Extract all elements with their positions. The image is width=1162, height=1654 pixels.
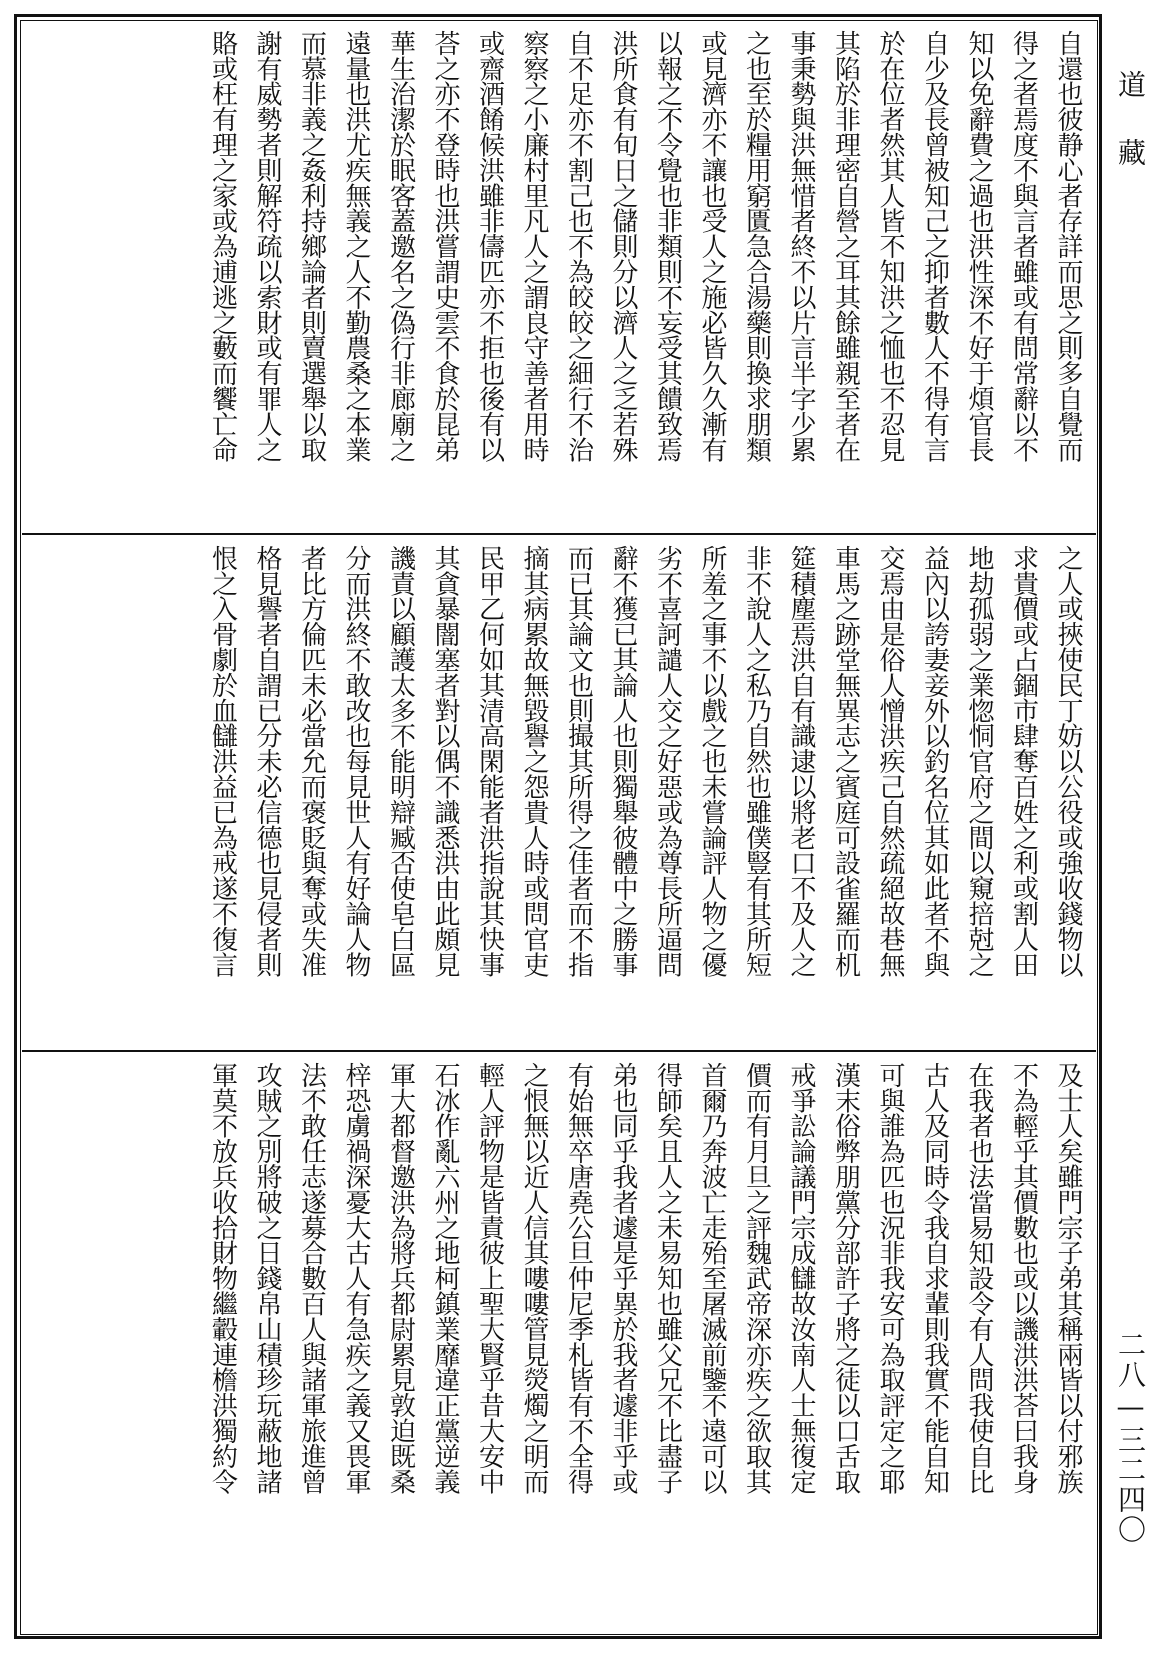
text-column: 民甲乙何如其清高閑能者洪指說其快事 (474, 545, 505, 977)
text-column: 者比方倫匹未必當允而褒貶與奪或失准 (296, 545, 327, 977)
text-column: 其貪暴闇塞者對以偶不識悉洪由此頗見 (430, 545, 460, 977)
text-column: 以報之不令覺也非類則不妄受其饋致焉 (652, 30, 683, 462)
text-column: 價而有月旦之評魏武帝深亦疾之欲取其 (741, 1062, 772, 1494)
text-column: 摘其病累故無毀譽之怨貴人時或問官吏 (519, 545, 549, 977)
text-column: 有始無卒唐堯公旦仲尼季札皆有不全得 (563, 1062, 594, 1494)
text-column: 軍莫不放兵收拾財物繼轂連檐洪獨約令 (207, 1062, 238, 1494)
text-column: 或齋酒餚候洪雖非儔匹亦不拒也後有以 (474, 30, 505, 462)
text-column: 賂或枉有理之家或為逋逃之藪而饗亡命 (207, 30, 238, 462)
text-column: 得之者焉度不與言者雖或有問常辭以不 (1008, 30, 1039, 462)
text-column: 分而洪終不敢改也每見世人有好論人物 (341, 545, 371, 977)
text-column: 恨之入骨劇於血讎洪益已為戒遂不復言 (207, 545, 238, 977)
text-column: 法不敢任志遂募合數百人與諸軍旅進曾 (296, 1062, 327, 1494)
text-column: 攻賊之別將破之日錢帛山積珍玩蔽地諸 (252, 1062, 282, 1494)
text-column: 軍大都督邀洪為將兵都尉累見敦迫既桑 (385, 1062, 416, 1494)
text-column: 非不說人之私乃自然也雖僕豎有其所短 (741, 545, 772, 977)
register-columns (200, 1062, 1090, 1557)
text-column: 梓恐虜禍深憂大古人有急疾之義又畏軍 (341, 1062, 371, 1494)
text-column: 弟也同乎我者遽是乎異於我者遽非乎或 (608, 1062, 638, 1494)
register-columns (200, 545, 1090, 1040)
text-column: 之也至於糧用窮匱急合湯藥則換求朋類 (741, 30, 772, 462)
text-column: 之恨無以近人信其嘍嘍管見熒燭之明而 (519, 1062, 549, 1494)
text-column: 筵積塵焉洪自有識逮以將老口不及人之 (786, 545, 816, 977)
text-column: 及士人矣雖門宗子弟其稱兩皆以付邪族 (1053, 1062, 1083, 1494)
text-column: 得師矣且人之未易知也雖父兄不比盡子 (652, 1062, 683, 1494)
text-column: 格見譽者自謂已分未必信德也見侵者則 (252, 545, 282, 977)
text-column: 辭不獲已其論人也則獨舉彼體中之勝事 (608, 545, 638, 977)
register-columns (200, 30, 1090, 525)
text-column: 事秉勢與洪無惜者終不以片言半字少累 (786, 30, 816, 462)
text-column: 劣不喜訶譴人交之好惡或為尊長所逼問 (652, 545, 683, 977)
text-column: 荅之亦不登時也洪嘗謂史雲不食於昆弟 (430, 30, 460, 462)
text-column: 其陷於非理密自營之耳其餘雖親至者在 (830, 30, 861, 462)
text-column: 知以免辭費之過也洪性深不好于煩官長 (964, 30, 994, 462)
text-register-top (22, 20, 1096, 533)
text-column: 在我者也法當易知設令有人問我使自比 (964, 1062, 994, 1494)
text-register-middle (22, 535, 1096, 1048)
text-column: 譏責以顧護太多不能明辯臧否使皂白區 (385, 545, 416, 977)
text-column: 交焉由是俗人憎洪疾己自然疏絕故巷無 (875, 545, 905, 977)
text-column: 車馬之跡堂無異志之賓庭可設雀羅而机 (830, 545, 861, 977)
text-column: 謝有威勢者則解符疏以索財或有罪人之 (252, 30, 282, 462)
text-column: 戒爭訟論議門宗成讎故汝南人士無復定 (786, 1062, 816, 1494)
text-column: 求貴價或占錮市肆奪百姓之利或割人田 (1008, 545, 1039, 977)
text-column: 洪所食有旬日之儲則分以濟人之乏若殊 (608, 30, 638, 462)
text-column: 漢末俗弊朋黨分部許子將之徒以口舌取 (830, 1062, 861, 1494)
text-register-bottom (22, 1052, 1096, 1565)
text-column: 而已其論文也則撮其所得之佳者而不指 (563, 545, 594, 977)
text-column: 輕人評物是皆責彼上聖大賢乎昔大安中 (474, 1062, 505, 1494)
text-column: 可與誰為匹也況非我安可為取評定之耶 (875, 1062, 905, 1494)
text-column: 首爾乃奔波亡走殆至屠滅前鑒不遠可以 (697, 1062, 727, 1494)
text-column: 自少及長曾被知己之抑者數人不得有言 (919, 30, 950, 462)
text-column: 不為輕乎其價數也或以譏洪洪荅曰我身 (1008, 1062, 1039, 1494)
text-column: 而慕非義之姦利持鄉論者則賣選舉以取 (296, 30, 327, 462)
text-column: 石冰作亂六州之地柯鎮業靡違正黨逆義 (430, 1062, 460, 1494)
text-column: 遠量也洪尤疾無義之人不勤農桑之本業 (341, 30, 371, 462)
text-column: 所羞之事不以戲之也未嘗論評人物之優 (697, 545, 727, 977)
text-column: 於在位者然其人皆不知洪之恤也不忍見 (875, 30, 905, 462)
text-column: 察察之小廉村里凡人之謂良守善者用時 (519, 30, 549, 462)
text-column: 古人及同時令我自求輩則我實不能自知 (919, 1062, 950, 1494)
text-column: 自不足亦不割己也不為皎皎之細行不治 (563, 30, 594, 462)
text-column: 或見濟亦不讓也受人之施必皆久久漸有 (697, 30, 727, 462)
text-column: 益內以誇妻妾外以釣名位其如此者不與 (919, 545, 950, 977)
margin-title: 道藏 (1114, 70, 1147, 206)
text-column: 華生治潔於眠客蓋邀名之偽行非廊廟之 (385, 30, 416, 462)
text-column: 自還也彼静心者存詳而思之則多自覺而 (1053, 30, 1083, 462)
text-column: 地劫孤弱之業惚恫官府之間以窺掊尅之 (964, 545, 994, 977)
page-number: 二八—三二四〇 (1114, 1330, 1147, 1545)
text-column: 之人或挾使民丁妨以公役或強收錢物以 (1053, 545, 1083, 977)
